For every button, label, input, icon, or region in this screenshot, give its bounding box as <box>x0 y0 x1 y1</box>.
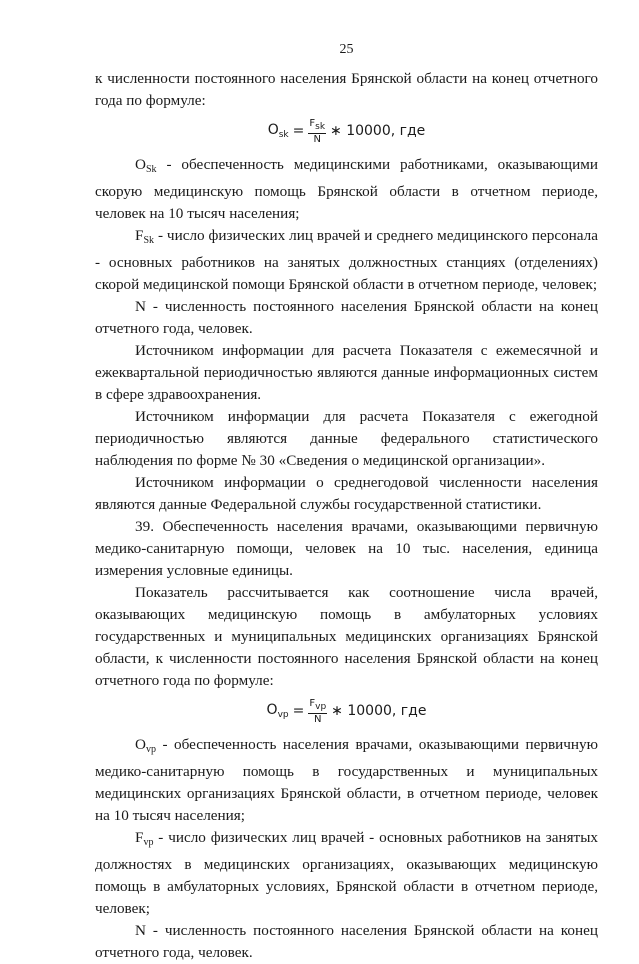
formula-fraction: $\frac{\text{Fvp}}{N}$ <box>309 697 327 725</box>
paragraph-calculation: Показатель рассчитывается как соотношение числа врачей, оказывающих медицинскую помощь в амбулаторных условиях государственных и муниципальных медицинских организациях Брянской области, к численности постоянного населения Брянской области на конец отчетного года по формуле: <box>95 584 598 689</box>
formula-rhs: ∗ 10000, где <box>331 703 427 719</box>
definition-n-2: N - численность постоянного населения Брянской области на конец отчетного года, человек. <box>95 922 598 961</box>
formula-fraction: $\frac{\text{Fsk}}{N}$ <box>309 117 326 145</box>
definition-n-1: N - численность постоянного населения Брянской области на конец отчетного года, человек. <box>95 298 598 337</box>
definition-fsk: FSk - число физических лиц врачей и среднего медицинского персонала - основных работников на занятых должностных станциях (отделениях) скорой медицинской помощи Брянской области в отчетном периоде, человек; <box>95 227 598 293</box>
definition-ovp: Ovp - обеспеченность населения врачами, оказывающими первичную медико-санитарную помощь в государственных и муниципальных медицинских организациях Брянской области, в отчетном периоде, человек на 10 тысяч населения; <box>95 736 598 824</box>
paragraph-source-2: Источником информации для расчета Показателя с ежегодной периодичностью являются данные федерального статистического наблюдения по форме № 30 «Сведения о медицинской организации». <box>95 408 598 469</box>
formula-lhs: $O_{sk}$ <box>267 122 289 140</box>
definition-osk: OSk - обеспеченность медицинскими работниками, оказывающими скорую медицинскую помощь Брянской области в отчетном периоде, человек на 10 тысяч населения; <box>95 156 598 222</box>
formula-equals: = <box>292 123 305 139</box>
formula-lhs: $O_{vp}$ <box>266 702 289 720</box>
page-number: 25 <box>339 42 354 57</box>
paragraph-1: к численности постоянного населения Брянской области на конец отчетного года по формуле: <box>95 70 598 109</box>
formula-rhs: ∗ 10000, где <box>330 123 426 139</box>
formula-ovp <box>95 694 598 728</box>
paragraph-item-39: 39. Обеспеченность населения врачами, оказывающими первичную медико-санитарную помощи, человек на 10 тыс. населения, единица измерения условные единицы. <box>95 518 598 579</box>
paragraph-source-1: Источником информации для расчета Показателя с ежемесячной и ежеквартальной периодичностью являются данные информационных систем в сфере здравоохранения. <box>95 342 598 403</box>
formula-osk <box>95 114 598 148</box>
definition-fvp: Fvp - число физических лиц врачей - основных работников на занятых должностях в медицинских организациях, оказывающих медицинскую помощь в амбулаторных условиях, Брянской области в отчетном периоде, человек; <box>95 829 598 917</box>
paragraph-source-3: Источником информации о среднегодовой численности населения являются данные Федеральной службы государственной статистики. <box>95 474 598 513</box>
formula-equals: = <box>292 703 305 719</box>
